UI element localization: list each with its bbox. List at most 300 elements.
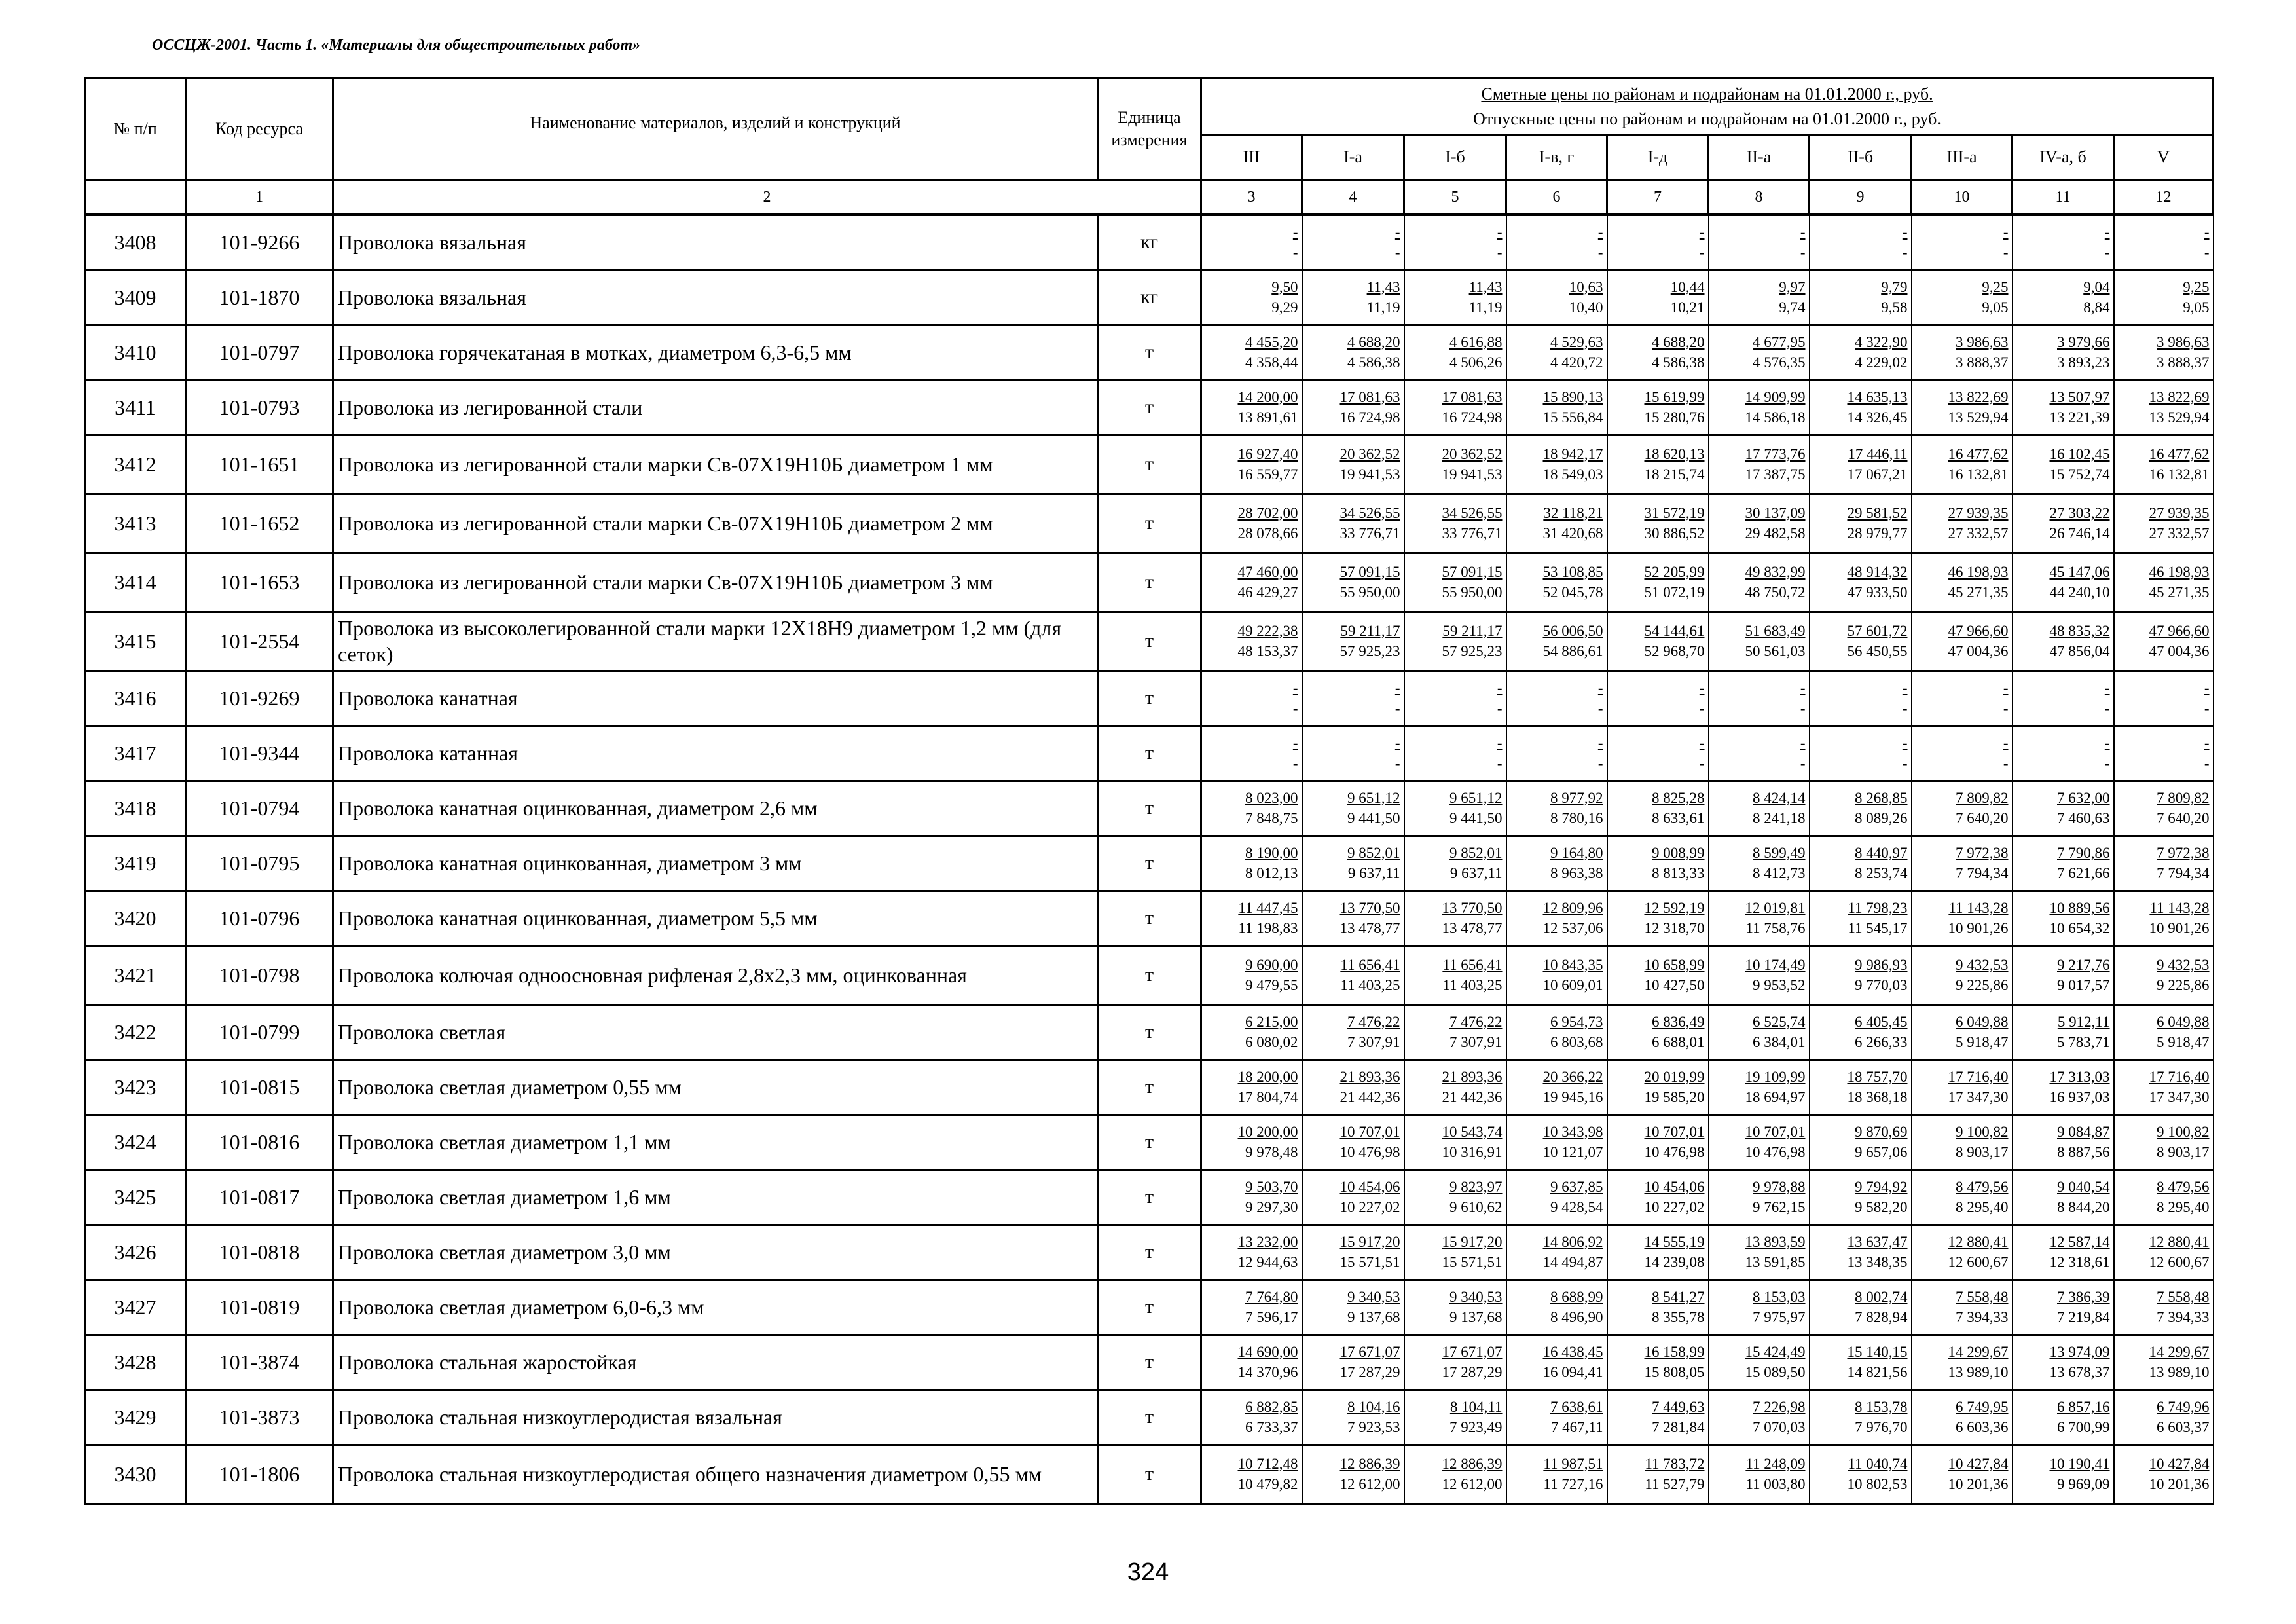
- header-name: Наименование материалов, изделий и конструкций: [333, 79, 1098, 180]
- release-price: 15 752,74: [2049, 466, 2110, 483]
- release-price: 10 476,98: [1339, 1144, 1400, 1160]
- estimate-price: 6 857,16: [2057, 1398, 2110, 1415]
- estimate-price: 57 601,72: [1847, 622, 1908, 639]
- price-cell: [2013, 781, 2114, 836]
- resource-code: 101-0799: [186, 1005, 333, 1060]
- price-cell: [1404, 1060, 1506, 1115]
- price-cell: [1302, 946, 1404, 1005]
- price-cell: [1709, 612, 1810, 671]
- release-price: 8 496,90: [1550, 1309, 1603, 1325]
- estimate-price: 17 313,03: [2049, 1068, 2110, 1085]
- estimate-price: 9 986,93: [1855, 956, 1908, 973]
- price-cell: [1709, 553, 1810, 612]
- row-number: 3420: [85, 891, 186, 946]
- material-name: Проволока стальная низкоуглеродистая общего назначения диаметром 0,55 мм: [333, 1445, 1098, 1504]
- release-price: -: [1699, 244, 1705, 261]
- price-cell: [1201, 553, 1302, 612]
- estimate-price: 16 927,40: [1237, 445, 1298, 462]
- estimate-price: 9,79: [1881, 278, 1908, 295]
- release-price: 10 316,91: [1442, 1144, 1503, 1160]
- price-cell: [1912, 1335, 2013, 1390]
- release-price: 45 271,35: [1948, 584, 2009, 600]
- material-name: Проволока из легированной стали марки Св-07Х19Н10Б диаметром 1 мм: [333, 435, 1098, 494]
- estimate-price: 6 049,88: [1956, 1013, 2009, 1030]
- price-cell: [2114, 781, 2214, 836]
- price-cell: [1201, 1335, 1302, 1390]
- release-price: 4 229,02: [1855, 354, 1908, 371]
- estimate-price: 8 688,99: [1550, 1288, 1603, 1305]
- release-price: 8,84: [2083, 299, 2110, 316]
- table-row: [85, 1390, 2214, 1445]
- estimate-price: 3 986,63: [1956, 333, 2009, 350]
- release-price: 18 368,18: [1847, 1089, 1908, 1105]
- price-cell: [1201, 270, 1302, 325]
- estimate-price: 14 299,67: [1948, 1343, 2009, 1360]
- price-cell: [2114, 325, 2214, 380]
- release-price: 12 612,00: [1442, 1476, 1503, 1492]
- estimate-price: 12 886,39: [1339, 1455, 1400, 1472]
- resource-code: 101-1870: [186, 270, 333, 325]
- price-cell: [1709, 1335, 1810, 1390]
- row-number: 3419: [85, 836, 186, 891]
- price-cell: [2114, 1170, 2214, 1225]
- column-number: 9: [1810, 180, 1912, 215]
- price-cell: [1404, 946, 1506, 1005]
- release-price: -: [1292, 755, 1298, 771]
- table-row: [85, 380, 2214, 435]
- region-header: I-в, г: [1506, 135, 1607, 180]
- estimate-price: 9 100,82: [2157, 1123, 2210, 1140]
- price-cell: [1404, 1280, 1506, 1335]
- release-price: 4 358,44: [1245, 354, 1298, 371]
- price-cell: [1201, 612, 1302, 671]
- release-price: 9 225,86: [2157, 977, 2210, 993]
- price-cell: [2114, 1280, 2214, 1335]
- release-price: 7 975,97: [1753, 1309, 1806, 1325]
- price-cell: [1506, 270, 1607, 325]
- release-price: 7 923,53: [1347, 1419, 1400, 1435]
- price-cell: [1302, 553, 1404, 612]
- release-price: 18 549,03: [1542, 466, 1603, 483]
- price-cell: [1607, 270, 1709, 325]
- release-price: 10 479,82: [1237, 1476, 1298, 1492]
- release-price: 17 347,30: [1948, 1089, 2009, 1105]
- table-row: [85, 836, 2214, 891]
- release-price: 9 297,30: [1245, 1199, 1298, 1215]
- estimate-price: 9,50: [1271, 278, 1298, 295]
- release-price: -: [2204, 755, 2210, 771]
- price-cell: [2114, 1445, 2214, 1504]
- estimate-price: 10 889,56: [2049, 899, 2110, 916]
- release-price: 13 678,37: [2049, 1364, 2110, 1380]
- estimate-price: 9,97: [1779, 278, 1806, 295]
- release-price: 7 794,34: [1956, 865, 2009, 881]
- release-price: 21 442,36: [1442, 1089, 1503, 1105]
- material-name: Проволока из высоколегированной стали марки 12Х18Н9 диаметром 1,2 мм (для сеток): [333, 612, 1098, 671]
- estimate-price: 11 248,09: [1745, 1455, 1806, 1472]
- material-name: Проволока вязальная: [333, 270, 1098, 325]
- release-price: 6 733,37: [1245, 1419, 1298, 1435]
- release-price: 9 441,50: [1449, 810, 1503, 826]
- price-cell: [1709, 1060, 1810, 1115]
- price-cell: [1201, 781, 1302, 836]
- price-cell: [1506, 215, 1607, 270]
- release-price: 17 067,21: [1847, 466, 1908, 483]
- release-price: 3 893,23: [2057, 354, 2110, 371]
- release-price: -: [1902, 700, 1908, 716]
- estimate-price: 32 118,21: [1543, 504, 1603, 521]
- release-price: 47 004,36: [2149, 643, 2210, 659]
- estimate-price: 21 893,36: [1442, 1068, 1503, 1085]
- price-cell: [1201, 1170, 1302, 1225]
- price-cell: [2013, 1335, 2114, 1390]
- estimate-price: 30 137,09: [1745, 504, 1806, 521]
- price-cell: [1810, 1115, 1912, 1170]
- estimate-price: 53 108,85: [1542, 563, 1603, 580]
- estimate-price: 10 543,74: [1442, 1123, 1503, 1140]
- unit: т: [1098, 435, 1201, 494]
- release-price: 17 347,30: [2149, 1089, 2210, 1105]
- release-price: 8 253,74: [1855, 865, 1908, 881]
- column-number: 2: [333, 180, 1201, 215]
- price-cell: [1912, 325, 2013, 380]
- release-price: 10 427,50: [1644, 977, 1705, 993]
- release-price: 12 612,00: [1339, 1476, 1400, 1492]
- resource-code: 101-1806: [186, 1445, 333, 1504]
- price-cell: [1404, 435, 1506, 494]
- estimate-price: 7 764,80: [1245, 1288, 1298, 1305]
- price-cell: [1201, 435, 1302, 494]
- release-price: -: [1394, 700, 1400, 716]
- release-price: 9 978,48: [1245, 1144, 1298, 1160]
- estimate-price: 12 019,81: [1745, 899, 1806, 916]
- price-cell: [1607, 1225, 1709, 1280]
- estimate-price: 17 716,40: [1948, 1068, 2009, 1085]
- release-price: 11,19: [1468, 299, 1503, 316]
- price-cell: [2114, 1225, 2214, 1280]
- table-row: [85, 671, 2214, 726]
- estimate-price: 8 479,56: [1956, 1178, 2009, 1195]
- estimate-price: 47 966,60: [1948, 622, 2009, 639]
- estimate-price: 8 104,11: [1449, 1398, 1503, 1415]
- header-unit: Единица измерения: [1098, 79, 1201, 180]
- price-cell: [1506, 836, 1607, 891]
- estimate-price: 9,04: [2083, 278, 2110, 295]
- estimate-price: 13 893,59: [1745, 1233, 1806, 1250]
- price-cell: [1404, 1225, 1506, 1280]
- material-name: Проволока из легированной стали марки Св-07Х19Н10Б диаметром 3 мм: [333, 553, 1098, 612]
- price-cell: [1912, 891, 2013, 946]
- material-name: Проволока канатная оцинкованная, диаметром 3 мм: [333, 836, 1098, 891]
- release-price: 9 225,86: [1956, 977, 2009, 993]
- table-row: [85, 726, 2214, 781]
- row-number: 3430: [85, 1445, 186, 1504]
- row-number: 3412: [85, 435, 186, 494]
- unit: т: [1098, 1170, 1201, 1225]
- release-price: 10 901,26: [2149, 920, 2210, 936]
- estimate-price: -: [2104, 679, 2110, 696]
- price-cell: [1810, 1225, 1912, 1280]
- estimate-price: 14 690,00: [1237, 1343, 1298, 1360]
- estimate-price: 4 677,95: [1753, 333, 1806, 350]
- estimate-price: 16 477,62: [1948, 445, 2009, 462]
- price-cell: [1607, 1280, 1709, 1335]
- price-cell: [2114, 1390, 2214, 1445]
- resource-code: 101-1651: [186, 435, 333, 494]
- release-price: 8 903,17: [2157, 1144, 2210, 1160]
- release-price: 48 750,72: [1745, 584, 1806, 600]
- estimate-price: 47 460,00: [1237, 563, 1298, 580]
- release-price: 9 017,57: [2057, 977, 2110, 993]
- price-cell: [1404, 1445, 1506, 1504]
- release-price: 17 387,75: [1745, 466, 1806, 483]
- row-number: 3427: [85, 1280, 186, 1335]
- price-cell: [1404, 380, 1506, 435]
- price-cell: [1404, 1115, 1506, 1170]
- estimate-price: 9 651,12: [1449, 789, 1503, 806]
- estimate-price: 7 809,82: [1956, 789, 2009, 806]
- estimate-price: 8 424,14: [1753, 789, 1806, 806]
- release-price: 6 266,33: [1855, 1034, 1908, 1050]
- table-row: [85, 1005, 2214, 1060]
- estimate-price: 11,43: [1366, 278, 1400, 295]
- price-cell: [1404, 612, 1506, 671]
- price-cell: [1302, 612, 1404, 671]
- release-price: 10 227,02: [1644, 1199, 1705, 1215]
- price-cell: [1709, 380, 1810, 435]
- price-cell: [1709, 726, 1810, 781]
- release-price: 17 287,29: [1339, 1364, 1400, 1380]
- row-number: 3424: [85, 1115, 186, 1170]
- resource-code: 101-0816: [186, 1115, 333, 1170]
- release-price: 10 609,01: [1542, 977, 1603, 993]
- release-price: -: [1394, 244, 1400, 261]
- estimate-price: 13 507,97: [2049, 388, 2110, 405]
- material-name: Проволока канатная оцинкованная, диаметром 2,6 мм: [333, 781, 1098, 836]
- header-code: Код ресурса: [186, 79, 333, 180]
- release-price: 16 132,81: [1948, 466, 2009, 483]
- resource-code: 101-9344: [186, 726, 333, 781]
- price-cell: [1302, 1280, 1404, 1335]
- estimate-price: 4 322,90: [1855, 333, 1908, 350]
- price-cell: [1506, 726, 1607, 781]
- price-cell: [1912, 612, 2013, 671]
- price-cell: [2114, 612, 2214, 671]
- release-price: 14 586,18: [1745, 409, 1806, 426]
- price-cell: [1404, 836, 1506, 891]
- price-cell: [1912, 270, 2013, 325]
- release-price: 7 923,49: [1449, 1419, 1503, 1435]
- estimate-price: 9 637,85: [1550, 1178, 1603, 1195]
- price-cell: [2114, 1115, 2214, 1170]
- price-cell: [1709, 325, 1810, 380]
- price-cell: [2013, 494, 2114, 553]
- unit: т: [1098, 836, 1201, 891]
- price-cell: [2013, 1390, 2114, 1445]
- price-cell: [1506, 494, 1607, 553]
- price-cell: [1912, 435, 2013, 494]
- unit: т: [1098, 612, 1201, 671]
- price-cell: [1201, 1060, 1302, 1115]
- price-cell: [1912, 494, 2013, 553]
- estimate-price: 6 749,95: [1956, 1398, 2009, 1415]
- price-cell: [2114, 553, 2214, 612]
- release-price: 15 571,51: [1442, 1254, 1503, 1270]
- material-name: Проволока колючая одноосновная рифленая 2,8х2,3 мм, оцинкованная: [333, 946, 1098, 1005]
- price-cell: [1302, 1170, 1404, 1225]
- release-price: 9 479,55: [1245, 977, 1298, 993]
- release-price: 19 941,53: [1339, 466, 1400, 483]
- estimate-price: -: [1800, 224, 1806, 241]
- table-row: [85, 1115, 2214, 1170]
- price-cell: [1201, 215, 1302, 270]
- price-cell: [2114, 1335, 2214, 1390]
- estimate-price: 20 362,52: [1339, 445, 1400, 462]
- estimate-price: 10 707,01: [1745, 1123, 1806, 1140]
- unit: т: [1098, 494, 1201, 553]
- price-cell: [1302, 435, 1404, 494]
- release-price: 7 070,03: [1753, 1419, 1806, 1435]
- price-cell: [2114, 1005, 2214, 1060]
- unit: т: [1098, 1280, 1201, 1335]
- estimate-price: 9 340,53: [1347, 1288, 1400, 1305]
- release-price: 19 945,16: [1542, 1089, 1603, 1105]
- price-cell: [1709, 1390, 1810, 1445]
- unit: т: [1098, 1060, 1201, 1115]
- release-price: 6 384,01: [1753, 1034, 1806, 1050]
- estimate-price: -: [2204, 679, 2210, 696]
- price-cell: [1201, 325, 1302, 380]
- estimate-price: 31 572,19: [1644, 504, 1705, 521]
- release-price: 6 803,68: [1550, 1034, 1603, 1050]
- release-price: 28 979,77: [1847, 525, 1908, 542]
- release-price: 7 621,66: [2057, 865, 2110, 881]
- estimate-price: 46 198,93: [1948, 563, 2009, 580]
- release-price: -: [1292, 700, 1298, 716]
- price-cell: [2114, 494, 2214, 553]
- estimate-price: 18 757,70: [1847, 1068, 1908, 1085]
- release-price: 11,19: [1366, 299, 1400, 316]
- price-cell: [2013, 671, 2114, 726]
- release-price: 48 153,37: [1237, 643, 1298, 659]
- price-cell: [2013, 891, 2114, 946]
- price-cell: [1912, 1005, 2013, 1060]
- release-price: 7 640,20: [1956, 810, 2009, 826]
- release-price: 12 537,06: [1542, 920, 1603, 936]
- estimate-price: 7 476,22: [1347, 1013, 1400, 1030]
- table-row: [85, 781, 2214, 836]
- estimate-price: 5 912,11: [2057, 1013, 2110, 1030]
- table-row: [85, 612, 2214, 671]
- release-price: 7 281,84: [1652, 1419, 1705, 1435]
- estimate-price: 17 671,07: [1442, 1343, 1503, 1360]
- price-cell: [2013, 836, 2114, 891]
- release-price: 7 596,17: [1245, 1309, 1298, 1325]
- price-cell: [2013, 946, 2114, 1005]
- row-number: 3413: [85, 494, 186, 553]
- price-cell: [1404, 1170, 1506, 1225]
- estimate-price: 18 942,17: [1542, 445, 1603, 462]
- estimate-price: 57 091,15: [1339, 563, 1400, 580]
- table-row: [85, 946, 2214, 1005]
- release-price: 7 794,34: [2157, 865, 2210, 881]
- estimate-price: -: [1902, 679, 1908, 696]
- release-price: 10 201,36: [1948, 1476, 2009, 1492]
- row-number: 3408: [85, 215, 186, 270]
- column-numbers-row: [85, 180, 2214, 215]
- resource-code: 101-0795: [186, 836, 333, 891]
- estimate-price: 8 023,00: [1245, 789, 1298, 806]
- price-cell: [1506, 1225, 1607, 1280]
- estimate-price: 9 870,69: [1855, 1123, 1908, 1140]
- release-price: 14 494,87: [1542, 1254, 1603, 1270]
- price-cell: [1709, 1170, 1810, 1225]
- estimate-price: 7 476,22: [1449, 1013, 1503, 1030]
- release-price: -: [1800, 244, 1806, 261]
- price-cell: [1810, 1060, 1912, 1115]
- release-price: -: [1597, 755, 1603, 771]
- price-cell: [1912, 946, 2013, 1005]
- release-price: 15 556,84: [1542, 409, 1603, 426]
- price-cell: [1506, 1170, 1607, 1225]
- release-price: -: [1497, 244, 1503, 261]
- price-cell: [1607, 494, 1709, 553]
- estimate-price: 13 770,50: [1442, 899, 1503, 916]
- estimate-price: 18 200,00: [1237, 1068, 1298, 1085]
- release-price: 10,40: [1569, 299, 1603, 316]
- release-price: 47 856,04: [2049, 643, 2110, 659]
- price-cell: [1302, 781, 1404, 836]
- estimate-price: 48 835,32: [2049, 622, 2110, 639]
- price-cell: [1810, 612, 1912, 671]
- release-price: 8 355,78: [1652, 1309, 1705, 1325]
- price-cell: [1607, 380, 1709, 435]
- release-price: 7 460,63: [2057, 810, 2110, 826]
- release-price: 9 762,15: [1753, 1199, 1806, 1215]
- price-cell: [1709, 1225, 1810, 1280]
- row-number: 3414: [85, 553, 186, 612]
- release-price: 26 746,14: [2049, 525, 2110, 542]
- price-cell: [2114, 270, 2214, 325]
- column-number: 7: [1607, 180, 1709, 215]
- price-cell: [1201, 671, 1302, 726]
- estimate-price: 14 299,67: [2149, 1343, 2210, 1360]
- estimate-price: 10 200,00: [1237, 1123, 1298, 1140]
- release-price: 47 004,36: [1948, 643, 2009, 659]
- unit: т: [1098, 1445, 1201, 1504]
- material-name: Проволока стальная жаростойкая: [333, 1335, 1098, 1390]
- release-price: 17 804,74: [1237, 1089, 1298, 1105]
- price-cell: [2013, 380, 2114, 435]
- price-cell: [1810, 891, 1912, 946]
- estimate-price: 10 707,01: [1644, 1123, 1705, 1140]
- price-cell: [1607, 946, 1709, 1005]
- price-cell: [1302, 671, 1404, 726]
- price-cell: [1506, 553, 1607, 612]
- estimate-price: 14 635,13: [1847, 388, 1908, 405]
- table-row: [85, 891, 2214, 946]
- price-cell: [1201, 726, 1302, 781]
- unit: кг: [1098, 270, 1201, 325]
- resource-code: 101-0798: [186, 946, 333, 1005]
- release-price: 13 891,61: [1237, 409, 1298, 426]
- estimate-price: 6 954,73: [1550, 1013, 1603, 1030]
- price-cell: [1201, 1115, 1302, 1170]
- material-name: Проволока светлая диаметром 1,6 мм: [333, 1170, 1098, 1225]
- price-cell: [1607, 612, 1709, 671]
- price-cell: [1810, 1445, 1912, 1504]
- release-price: 8 813,33: [1652, 865, 1705, 881]
